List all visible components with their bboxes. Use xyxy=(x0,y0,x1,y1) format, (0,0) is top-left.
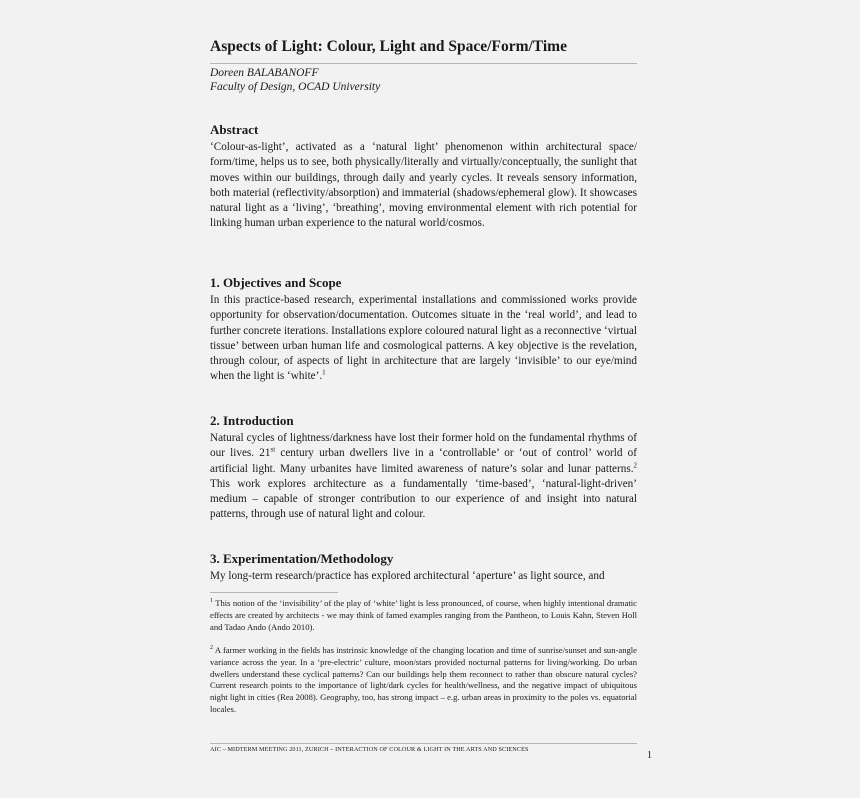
section-1-heading: 1. Objectives and Scope xyxy=(210,275,342,290)
title-rule xyxy=(210,63,637,64)
paper-title: Aspects of Light: Colour, Light and Space/Form/Time xyxy=(210,38,567,55)
section-2-body-a: Natural cycles of lightness/darkness have lost their former hold on the fundamental rhythms of our lives. 21 xyxy=(210,432,637,460)
footnote-2-text: A farmer working in the fields has instrinsic knowledge of the changing location and time of sunrise/sunset and sun-angle variance across the year. In a ‘pre-electric’ culture, moon/stars provided nocturnal patterns for living/working. Do urban dwellers understand these cyclical patterns? Can our buildings help them reconnect to rather than obscure natural cycles? Current research points to the importance of light/dark cycles for health/wellness, and the negative impact of ubiquitous night light in cities (Rea 2008). Geography, too, has strong impact – e.g. urban areas in proximity to the poles vs. equatorial locales. xyxy=(210,645,637,714)
footnote-2 xyxy=(210,645,637,716)
section-2-heading: 2. Introduction xyxy=(210,413,294,428)
footnote-separator xyxy=(210,592,338,593)
section-2-body-b: century urban dwellers live in a ‘controllable’ or ‘out of control’ world of artificial light. Many urbanites have limited awareness of nature’s solar and lunar patterns. xyxy=(210,447,638,475)
section-1-body: In this practice-based research, experimental installations and commissioned works provide opportunity for observation/documentation. Outcomes situate in the ‘real world’, and lead to further concrete iterations. Installations explore coloured natural light as a reconnective ‘virtual tissue’ between urban human life and cosmological patterns. A key objective is the revelation, through colour, of aspects of light in architecture that are largely ‘invisible’ to our eye/mind when the light is ‘white’. xyxy=(210,294,637,383)
author-affiliation: Faculty of Design, OCAD University xyxy=(210,81,381,93)
footnote-ref-2: 2 xyxy=(633,460,637,469)
section-2-text xyxy=(210,431,637,523)
abstract-text: ‘Colour-as-light’, activated as a ‘natural light’ phenomenon within architectural space/ form/time, helps us to see, both physically/literally and virtually/conceptually, the sunlight that moves within our buildings, through daily and yearly cycles. It reveals sensory information, both material (reflectivity/absorption) and immaterial (shadows/ephemeral glow). It showcases natural light as a ‘living’, ‘breathing’, moving environmental element with rich potential for linking human urban experience to the natural world/cosmos. xyxy=(210,141,637,230)
abstract-heading: Abstract xyxy=(210,122,259,137)
section-2-body-c: This work explores architecture as a fundamentally ‘time-based’, ‘natural-light-driven’ medium – capable of stronger contribution to our experience of and insight into natural patterns, through use of natural light and colour. xyxy=(210,477,637,521)
footnote-1 xyxy=(210,598,637,633)
footnote-mark-2: 2 xyxy=(210,645,213,652)
footnote-mark-1: 1 xyxy=(210,598,213,605)
footnote-ref-1: 1 xyxy=(322,368,326,377)
footnote-1-text: This notion of the ‘invisibility’ of the play of ‘white’ light is less pronounced, of course, when highly intentional dramatic effects are created by architects - we may think of famed examples ranging from the Pantheon, to Louis Kahn, Steven Holl and Tadao Ando (Ando 2010). xyxy=(210,598,637,632)
section-3-heading: 3. Experimentation/Methodology xyxy=(210,551,394,566)
footer-rule xyxy=(210,743,637,744)
running-footer: AIC – MIDTERM MEETING 2011, ZURICH – INTERACTION OF COLOUR & LIGHT IN THE ARTS AND SCIENCES xyxy=(210,746,529,753)
author-name: Doreen BALABANOFF xyxy=(210,67,319,79)
author-block xyxy=(210,66,637,94)
section-1-text xyxy=(210,293,637,385)
page-number: 1 xyxy=(647,750,652,761)
section-3-text: My long-term research/practice has explored architectural ‘aperture’ as light source, and xyxy=(210,570,605,582)
ordinal-suffix: st xyxy=(270,445,276,454)
